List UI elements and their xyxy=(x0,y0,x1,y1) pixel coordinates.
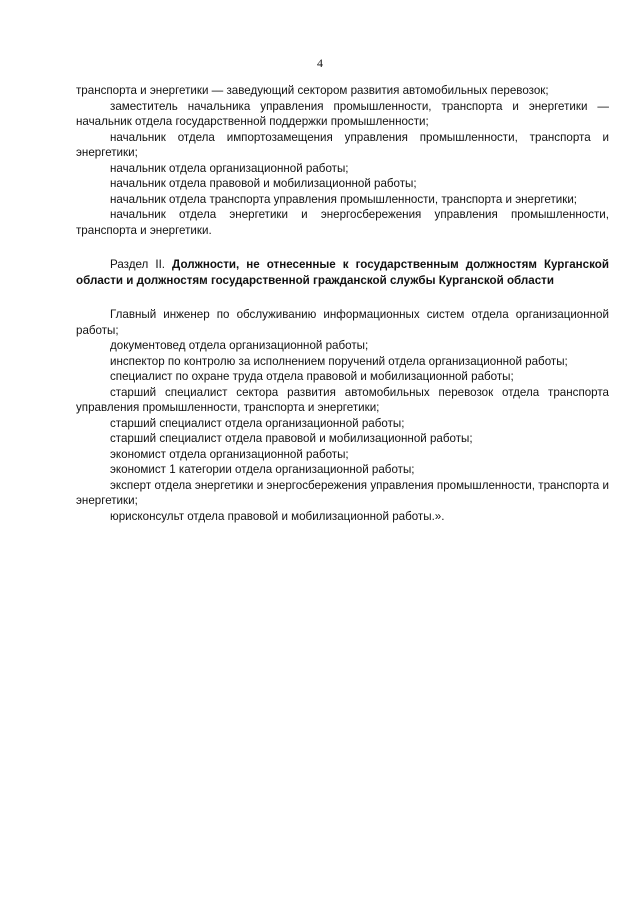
list-item: инспектор по контролю за исполнением поручений отдела организационной работы; xyxy=(110,354,568,368)
list-item: начальник отдела организационной работы; xyxy=(110,161,349,175)
list-item: начальник отдела энергетики и энергосбережения управления промышленности, транспорта и энергетики. xyxy=(76,208,609,237)
list-item: старший специалист сектора развития автомобильных перевозок отдела транспорта управления промышленности, транспорта и энергетики; xyxy=(76,385,609,414)
section-label: Раздел II. xyxy=(110,258,166,271)
list-item: начальник отдела импортозамещения управления промышленности, транспорта и энергетики; xyxy=(76,130,609,159)
list-item: старший специалист отдела организационной работы; xyxy=(110,416,405,430)
page-number: 4 xyxy=(317,56,323,70)
positions-list xyxy=(76,307,609,524)
section-heading xyxy=(76,257,609,288)
document-body xyxy=(76,83,609,524)
list-item: юрисконсульт отдела правовой и мобилизационной работы.». xyxy=(110,509,445,523)
list-item: заместитель начальника управления промышленности, транспорта и энергетики — начальник отдела государственной поддержки промышленности; xyxy=(76,99,609,128)
list-item: эксперт отдела энергетики и энергосбережения управления промышленности, транспорта и энергетики; xyxy=(76,478,609,507)
list-item: начальник отдела правовой и мобилизационной работы; xyxy=(110,177,417,190)
list-item: экономист 1 категории отдела организационной работы; xyxy=(110,463,415,476)
list-item: Главный инженер по обслуживанию информационных систем отдела организационной работы; xyxy=(76,308,609,337)
list-item: старший специалист отдела правовой и мобилизационной работы; xyxy=(110,432,473,445)
list-item: экономист отдела организационной работы; xyxy=(110,447,349,461)
list-item: специалист по охране труда отдела правовой и мобилизационной работы; xyxy=(110,370,514,383)
positions-list-continued xyxy=(76,83,609,238)
section-title: Должности, не отнесенные к государственным должностям Курганской области и должностям государственной гражданской службы Курганской области xyxy=(76,258,609,287)
list-item: транспорта и энергетики — заведующий сектором развития автомобильных перевозок; xyxy=(76,84,549,97)
list-item: начальник отдела транспорта управления промышленности, транспорта и энергетики; xyxy=(110,192,578,206)
list-item: документовед отдела организационной работы; xyxy=(110,339,369,352)
